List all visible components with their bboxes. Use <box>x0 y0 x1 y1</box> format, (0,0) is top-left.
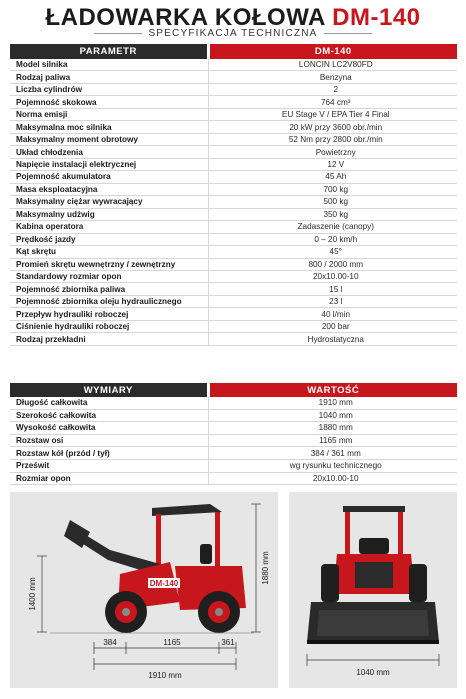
table-row <box>10 295 457 307</box>
spec-label: Norma emisji <box>10 108 208 120</box>
spec-label: Model silnika <box>10 59 208 71</box>
side-view-svg <box>10 492 278 688</box>
table-row <box>10 171 457 183</box>
page-subtitle <box>0 27 466 41</box>
spec-label: Prędkość jazdy <box>10 233 208 245</box>
table-row <box>10 397 457 409</box>
dims-value: 1910 mm <box>208 397 457 409</box>
front-view-svg <box>289 492 457 688</box>
dim-height-left-label: 1400 mm <box>28 577 37 611</box>
spec-value: 23 l <box>208 295 457 307</box>
dims-label: Prześwit <box>10 459 208 472</box>
dims-value: 1040 mm <box>208 409 457 422</box>
spec-label: Układ chłodzenia <box>10 146 208 158</box>
dim-length-label: 1910 mm <box>148 671 182 680</box>
front-view-drawing <box>289 492 457 688</box>
table-row <box>10 183 457 195</box>
model-badge: DM-140 <box>149 579 179 588</box>
spec-value: Benzyna <box>208 71 457 83</box>
spec-value: 15 l <box>208 283 457 295</box>
table-row <box>10 158 457 170</box>
table-row <box>10 121 457 133</box>
spec-label: Przepływ hydrauliki roboczej <box>10 308 208 320</box>
dim-rear-label: 361 <box>221 638 235 647</box>
table-row <box>10 447 457 460</box>
table-row <box>10 422 457 435</box>
table-row <box>10 133 457 145</box>
dimensions-table-header <box>10 383 457 397</box>
table-row <box>10 208 457 220</box>
dim-height-right-label: 1880 mm <box>261 551 270 585</box>
spec-value: 20x10.00-10 <box>208 270 457 282</box>
dims-label: Rozstaw kół (przód / tył) <box>10 447 208 460</box>
spec-value: LONCIN LC2V80FD <box>208 59 457 71</box>
loader-side-illustration <box>64 504 246 633</box>
spec-value: 0 – 20 km/h <box>208 233 457 245</box>
dims-label: Wysokość całkowita <box>10 422 208 435</box>
spec-label: Rodzaj przekładni <box>10 333 208 345</box>
title-product: ŁADOWARKA KOŁOWA <box>45 4 325 31</box>
table-row <box>10 434 457 447</box>
dimensions-table <box>10 383 457 485</box>
spec-value: Zadaszenie (canopy) <box>208 221 457 233</box>
spec-header-param: PARAMETR <box>10 44 208 59</box>
spec-value: 2 <box>208 83 457 95</box>
dims-value: 1165 mm <box>208 434 457 447</box>
table-row <box>10 233 457 245</box>
spec-table <box>10 44 457 346</box>
spec-label: Rodzaj paliwa <box>10 71 208 83</box>
spec-value: EU Stage V / EPA Tier 4 Final <box>208 108 457 120</box>
spec-label: Standardowy rozmiar opon <box>10 270 208 282</box>
spec-value: 700 kg <box>208 183 457 195</box>
spec-value: 500 kg <box>208 196 457 208</box>
table-row <box>10 71 457 83</box>
dim-front-label: 384 <box>103 638 117 647</box>
table-row <box>10 59 457 71</box>
spec-label: Pojemność zbiornika paliwa <box>10 283 208 295</box>
subtitle-rule-left <box>94 33 142 34</box>
dims-header-value: WARTOŚĆ <box>208 383 457 397</box>
spec-value: 52 Nm przy 2800 obr./min <box>208 133 457 145</box>
table-row <box>10 108 457 120</box>
table-row <box>10 308 457 320</box>
table-row <box>10 459 457 472</box>
spec-value: Hydrostatyczna <box>208 333 457 345</box>
spec-value: 200 bar <box>208 320 457 332</box>
dims-value: 20x10.00-10 <box>208 472 457 485</box>
spec-label: Kąt skrętu <box>10 246 208 258</box>
dims-value: 384 / 361 mm <box>208 447 457 460</box>
table-row <box>10 83 457 95</box>
spec-label: Maksymalna moc silnika <box>10 121 208 133</box>
dims-label: Długość całkowita <box>10 397 208 409</box>
spec-value: 45° <box>208 246 457 258</box>
spec-value: Powietrzny <box>208 146 457 158</box>
spec-label: Pojemność skokowa <box>10 96 208 108</box>
loader-front-illustration <box>307 506 439 644</box>
spec-label: Maksymalny udźwig <box>10 208 208 220</box>
spec-value: 20 kW przy 3600 obr./min <box>208 121 457 133</box>
table-row <box>10 246 457 258</box>
height-dimension-left <box>37 556 47 632</box>
dims-label: Rozstaw osi <box>10 434 208 447</box>
spec-value: 45 Ah <box>208 171 457 183</box>
table-row <box>10 221 457 233</box>
height-dimension-right <box>251 504 261 632</box>
spec-value: 40 l/min <box>208 308 457 320</box>
spec-value: 764 cm³ <box>208 96 457 108</box>
subtitle-text: SPECYFIKACJA TECHNICZNA <box>148 28 318 39</box>
title-model: DM-140 <box>332 4 421 31</box>
table-row <box>10 258 457 270</box>
dim-width-label: 1040 mm <box>356 668 390 677</box>
table-row <box>10 146 457 158</box>
spec-label: Kabina operatora <box>10 221 208 233</box>
spec-header-model: DM-140 <box>208 44 457 59</box>
width-dimension <box>307 654 439 666</box>
spec-value: 12 V <box>208 158 457 170</box>
spec-label: Masa eksploatacyjna <box>10 183 208 195</box>
spec-label: Pojemność akumulatora <box>10 171 208 183</box>
table-row <box>10 283 457 295</box>
table-row <box>10 333 457 345</box>
dims-label: Rozmiar opon <box>10 472 208 485</box>
table-row <box>10 96 457 108</box>
spec-label: Maksymalny moment obrotowy <box>10 133 208 145</box>
table-row <box>10 472 457 485</box>
dims-value: wg rysunku technicznego <box>208 459 457 472</box>
table-row <box>10 409 457 422</box>
spec-label: Maksymalny ciężar wywracający <box>10 196 208 208</box>
spec-label: Promień skrętu wewnętrzny / zewnętrzny <box>10 258 208 270</box>
dims-label: Szerokość całkowita <box>10 409 208 422</box>
dim-wheelbase-label: 1165 <box>163 638 181 647</box>
side-view-drawing <box>10 492 278 688</box>
spec-label: Pojemność zbiornika oleju hydraulicznego <box>10 295 208 307</box>
dims-header-name: WYMIARY <box>10 383 208 397</box>
spec-label: Liczba cylindrów <box>10 83 208 95</box>
table-row <box>10 196 457 208</box>
spec-value: 800 / 2000 mm <box>208 258 457 270</box>
spec-value: 350 kg <box>208 208 457 220</box>
subtitle-rule-right <box>324 33 372 34</box>
spec-table-header <box>10 44 457 59</box>
dims-value: 1880 mm <box>208 422 457 435</box>
table-row <box>10 320 457 332</box>
table-row <box>10 270 457 282</box>
spec-label: Napięcie instalacji elektrycznej <box>10 158 208 170</box>
spec-label: Ciśnienie hydrauliki roboczej <box>10 320 208 332</box>
